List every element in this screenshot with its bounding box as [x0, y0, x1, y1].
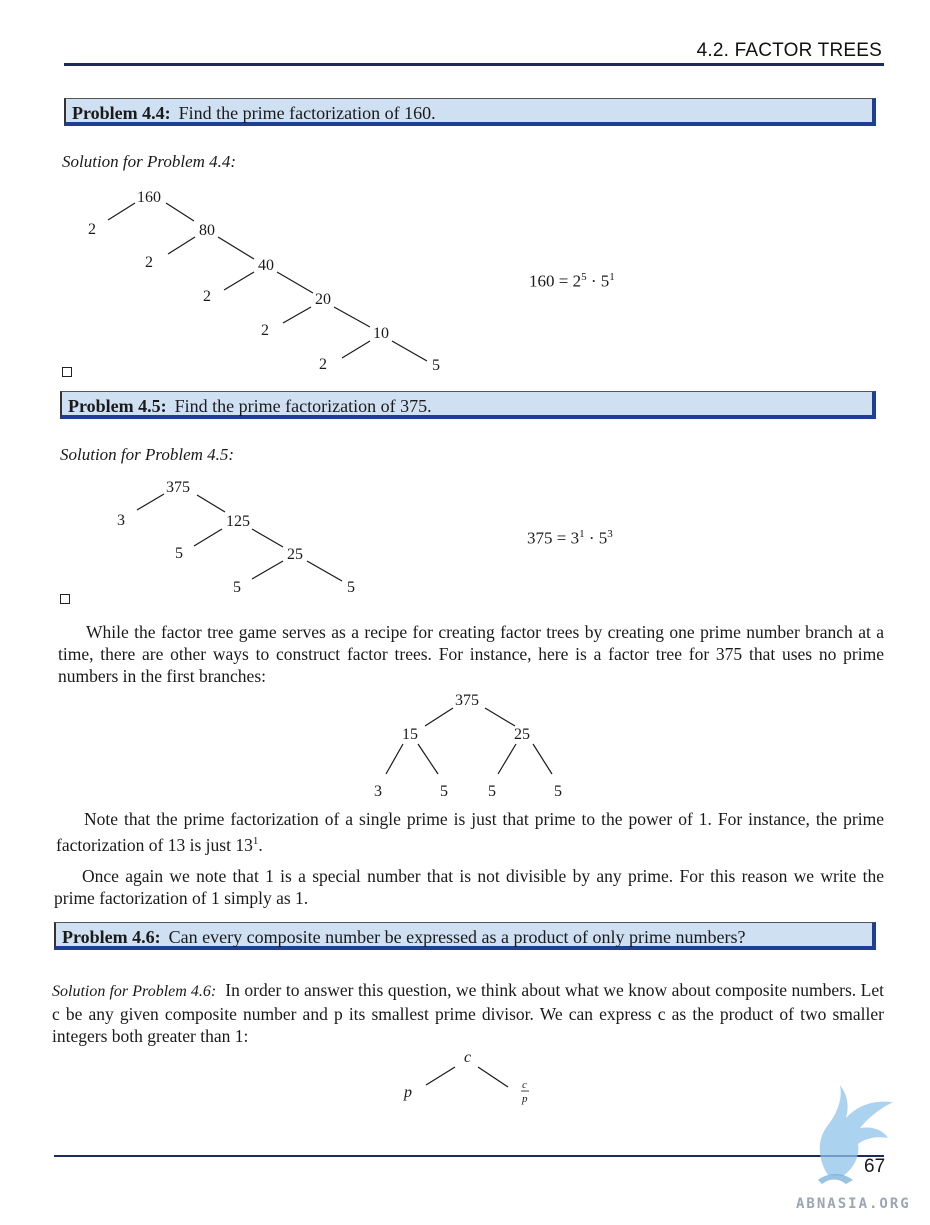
tree-node: 20 [315, 291, 331, 308]
tree-leaf: 2 [88, 221, 96, 238]
problem-text: Find the prime factorization of 160. [178, 103, 436, 123]
fraction-numerator: c [522, 1079, 527, 1091]
page-number: 67 [864, 1156, 886, 1177]
tree-leaf: 5 [347, 579, 355, 596]
tree-node: 80 [199, 222, 215, 239]
body-paragraph: Once again we note that 1 is a special number that is not divisible by any prime. For this reason we write the prime factorization of 1 simply as 1. [54, 866, 884, 908]
problem-label: Problem 4.5: [68, 396, 167, 416]
problem-4-6-box [54, 922, 876, 950]
body-paragraph: Note that the prime factorization of a single prime is just that prime to the power of 1. For instance, the prime factorization of 13 is just $13^1$. [56, 809, 884, 855]
tree-node: 10 [373, 325, 389, 342]
tree-node: 15 [402, 726, 418, 743]
tree-leaf: 2 [203, 288, 211, 305]
griffin-logo-icon [788, 1080, 898, 1190]
tree-leaf: 5 [175, 545, 183, 562]
problem-label: Problem 4.4: [72, 103, 171, 123]
tree-leaf: 3 [374, 783, 382, 800]
tree-leaf: p [404, 1084, 412, 1101]
tree-leaf: 2 [145, 254, 153, 271]
solution-label: Solution for Problem 4.4: [62, 152, 237, 171]
factor-tree-160 [0, 180, 460, 380]
factor-tree-375 [0, 470, 380, 600]
tree-node: 40 [258, 257, 274, 274]
body-paragraph: While the factor tree game serves as a recipe for creating factor trees by creating one prime number branch at a time, there are other ways to construct factor trees. For instance, here is a factor tree for 375 that uses no prime numbers in the first branches: [58, 622, 884, 686]
factor-tree-c [380, 1045, 560, 1115]
header-rule [64, 63, 884, 66]
tree-node: 160 [137, 189, 161, 206]
factorization-result: $375 = 3^1 \cdot 5^3$ [527, 528, 613, 548]
tree-node: 375 [455, 692, 479, 709]
qed-box [60, 594, 70, 604]
tree-node: c [464, 1049, 472, 1066]
tree-node: 25 [514, 726, 530, 743]
tree-node: 125 [226, 513, 250, 530]
problem-text: Can every composite number be expressed as a product of only prime numbers? [168, 927, 746, 947]
tree-leaf: 5 [554, 783, 562, 800]
tree-leaf: 5 [440, 783, 448, 800]
section-header: 4.2. FACTOR TREES [696, 40, 882, 61]
problem-4-4-box [64, 98, 876, 126]
tree-leaf: 2 [261, 322, 269, 339]
tree-leaf: 5 [233, 579, 241, 596]
problem-text: Find the prime factorization of 375. [174, 396, 432, 416]
fraction-denominator: p [522, 1093, 528, 1105]
tree-node: 25 [287, 546, 303, 563]
watermark: ABNASIA.ORG [796, 1196, 911, 1212]
tree-leaf: 5 [488, 783, 496, 800]
tree-leaf: 3 [117, 512, 125, 529]
tree-leaf: 5 [432, 357, 440, 374]
solution-label: Solution for Problem 4.5: [60, 445, 235, 464]
factorization-result: $160 = 2^5 \cdot 5^1$ [529, 271, 615, 291]
tree-node: 375 [166, 479, 190, 496]
problem-label: Problem 4.6: [62, 927, 161, 947]
problem-4-5-box [60, 391, 876, 419]
factor-tree-375-alt [0, 688, 600, 803]
solution-paragraph: Solution for Problem 4.6: In order to answer this question, we think about what we know about composite numbers. Let c be any given composite number and p its smallest prime divisor. We can express c as the product of two smaller integers both greater than 1: [52, 980, 884, 1046]
tree-leaf: 2 [319, 356, 327, 373]
qed-box [62, 367, 72, 377]
footer-rule [54, 1155, 884, 1157]
